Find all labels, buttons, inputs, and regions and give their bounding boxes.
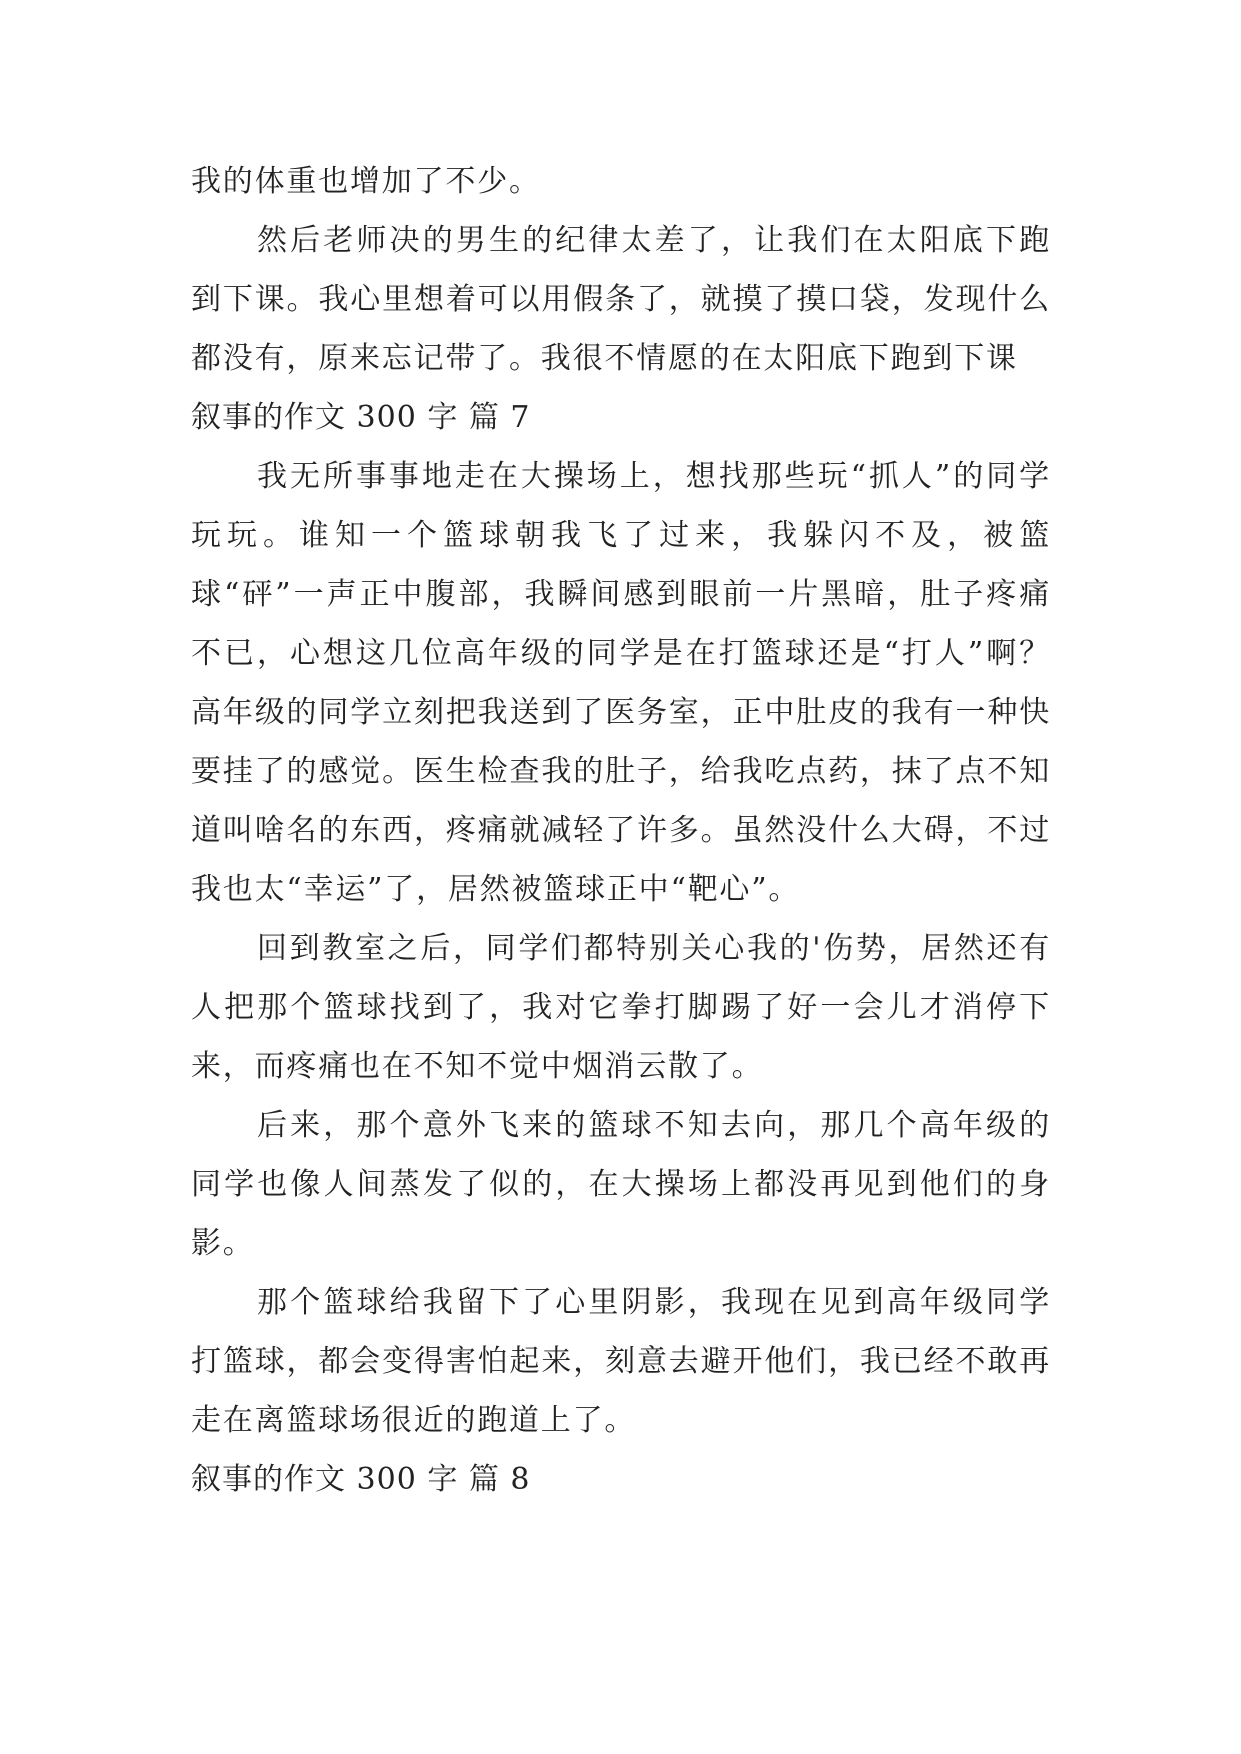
section-heading-8: 叙事的作文 300 字 篇 8 xyxy=(191,1462,531,1497)
document-body xyxy=(191,152,1051,1509)
paragraph: 然后老师决的男生的纪律太差了，让我们在太阳底下跑到下课。我心里想着可以用假条了，就摸了摸口袋，发现什么都没有，原来忘记带了。我很不情愿的在太阳底下跑到下课 xyxy=(191,223,1051,376)
paragraph-continuation: 我的体重也增加了不少。 xyxy=(191,164,541,199)
paragraph: 回到教室之后，同学们都特别关心我的'伤势，居然还有人把那个篮球找到了，我对它拳打脚踢了好一会儿才消停下来，而疼痛也在不知不觉中烟消云散了。 xyxy=(191,931,1051,1084)
paragraph: 那个篮球给我留下了心里阴影，我现在见到高年级同学打篮球，都会变得害怕起来，刻意去避开他们，我已经不敢再走在离篮球场很近的跑道上了。 xyxy=(191,1285,1051,1438)
section-heading-7: 叙事的作文 300 字 篇 7 xyxy=(191,400,531,435)
paragraph: 我无所事事地走在大操场上，想找那些玩“抓人”的同学玩玩。谁知一个篮球朝我飞了过来，我躲闪不及，被篮球“砰”一声正中腹部，我瞬间感到眼前一片黑暗，肚子疼痛不已，心想这几位高年级的同学是在打篮球还是“打人”啊？高年级的同学立刻把我送到了医务室，正中肚皮的我有一种快要挂了的感觉。医生检查我的肚子，给我吃点药，抹了点不知道叫啥名的东西，疼痛就减轻了许多。虽然没什么大碍，不过我也太“幸运”了，居然被篮球正中“靶心”。 xyxy=(191,459,1051,907)
paragraph: 后来，那个意外飞来的篮球不知去向，那几个高年级的同学也像人间蒸发了似的，在大操场上都没再见到他们的身影。 xyxy=(191,1108,1051,1261)
